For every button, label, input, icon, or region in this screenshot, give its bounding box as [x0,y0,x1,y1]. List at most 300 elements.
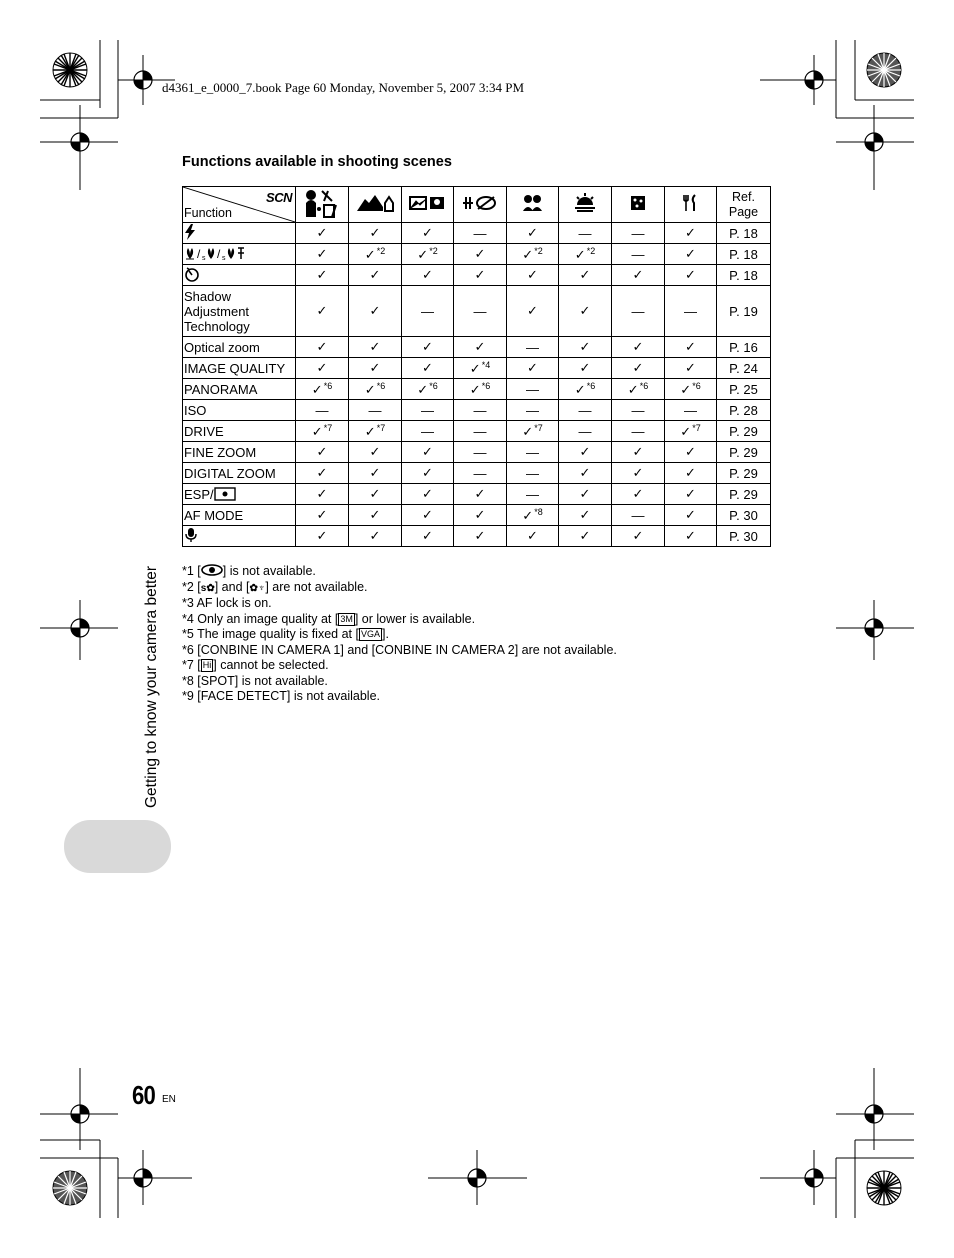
not-available-dash: — [578,225,592,241]
availability-cell [559,400,612,421]
function-label [183,358,296,379]
available-check: ✓ [579,267,591,282]
function-label [183,463,296,484]
availability-cell [665,223,717,244]
spot-metering-icon [214,487,236,502]
function-label-text: DIGITAL ZOOM [184,465,276,481]
available-check: ✓ [474,267,486,282]
availability-cell [296,463,349,484]
not-available-dash: — [631,225,645,241]
vga-icon: VGA [360,629,380,639]
available-check: ✓ [422,444,433,459]
available-check: ✓ [527,360,538,375]
availability-cell [507,358,559,379]
function-label [183,400,296,421]
availability-cell [296,421,349,442]
cuisine-icon [665,187,717,223]
availability-cell [665,463,717,484]
not-available-dash: — [315,402,329,418]
availability-cell [296,358,349,379]
function-label [183,442,296,463]
availability-cell [402,358,454,379]
candle-cuisine-icon [454,187,507,223]
function-label-text: AF MODE [184,507,244,523]
not-available-dash: — [578,402,592,418]
availability-cell [296,484,349,505]
availability-cell [612,286,665,337]
availability-cell [507,379,559,400]
function-label [183,526,296,547]
available-check: ✓ [522,246,534,262]
availability-cell [349,505,402,526]
footnote-ref: *7 [376,422,386,433]
not-available-dash: — [526,465,539,481]
self-timer-icon [184,270,200,285]
available-check: ✓ [579,303,591,318]
availability-cell [612,484,665,505]
available-check: ✓ [685,246,696,261]
3m-icon: 3M [340,613,353,624]
availability-cell [454,358,507,379]
footnote-ref: *6 [639,380,649,391]
available-check: ✓ [632,465,644,480]
available-check: ✓ [364,423,376,439]
availability-cell [665,265,717,286]
table-row [183,442,771,463]
available-check: ✓ [422,507,433,522]
not-available-dash: — [421,423,434,439]
ref-page: P. 29 [717,442,771,463]
availability-cell [349,223,402,244]
footnote-ref: *4 [481,359,491,370]
footnote-ref: *6 [481,380,491,391]
availability-cell [665,442,717,463]
availability-cell [507,337,559,358]
not-available-dash: — [473,225,487,241]
availability-cell [507,484,559,505]
availability-cell [612,244,665,265]
not-available-dash: — [526,402,539,418]
ref-header-line2: Page [728,204,759,219]
availability-cell [507,463,559,484]
availability-cell [612,223,665,244]
available-check: ✓ [685,360,696,375]
ref-page: P. 18 [717,223,771,244]
available-check: ✓ [369,507,381,522]
availability-cell [559,286,612,337]
availability-cell [665,379,717,400]
availability-cell [559,421,612,442]
available-check: ✓ [574,246,586,262]
not-available-dash: — [421,303,434,319]
availability-cell [612,400,665,421]
availability-cell [665,526,717,547]
availability-cell [402,505,454,526]
table-row [183,526,771,547]
not-available-dash: — [368,402,382,418]
availability-cell [454,421,507,442]
available-check: ✓ [627,381,639,397]
available-check: ✓ [579,528,591,543]
availability-cell [349,244,402,265]
available-check: ✓ [522,507,534,523]
table-row [183,337,771,358]
ref-page: P. 19 [717,286,771,337]
availability-cell [665,505,717,526]
availability-cell [507,223,559,244]
table-corner-header [183,187,296,223]
table-row [183,244,771,265]
ref-page-header [717,187,771,223]
available-check: ✓ [680,381,692,397]
availability-cell [296,337,349,358]
available-check: ✓ [579,507,591,522]
table-row [183,421,771,442]
available-check: ✓ [474,528,486,543]
ref-page: P. 16 [717,337,771,358]
footnote-2: *2 [s✿] and [✿♆] are not available. [182,579,368,594]
availability-cell [507,442,559,463]
availability-cell [454,337,507,358]
table-body [183,223,771,547]
landscape-portrait-icon [402,187,454,223]
available-check: ✓ [469,381,481,397]
availability-cell [402,244,454,265]
available-check: ✓ [316,225,328,240]
available-check: ✓ [685,486,696,501]
available-check: ✓ [316,267,328,282]
availability-cell [612,442,665,463]
not-available-dash: — [473,444,487,460]
available-check: ✓ [417,381,429,397]
availability-cell [402,484,454,505]
available-check: ✓ [316,486,328,501]
available-check: ✓ [474,486,486,501]
availability-cell [612,358,665,379]
available-check: ✓ [632,267,644,282]
footnote-ref: *2 [586,245,596,256]
availability-cell [559,526,612,547]
availability-cell [559,463,612,484]
availability-cell [507,526,559,547]
availability-cell [349,286,402,337]
available-check: ✓ [369,486,381,501]
ref-page: P. 25 [717,379,771,400]
available-check: ✓ [422,339,433,354]
section-title: Functions available in shooting scenes [182,154,452,170]
availability-cell [559,358,612,379]
svg-text:s: s [202,254,206,261]
microphone-icon [184,531,198,546]
availability-cell [402,379,454,400]
available-check: ✓ [316,246,328,261]
availability-cell [402,526,454,547]
availability-cell [665,358,717,379]
table-row [183,265,771,286]
not-available-dash: — [526,486,539,502]
available-check: ✓ [527,225,538,240]
available-check: ✓ [632,444,644,459]
footnote-ref: *6 [376,380,386,391]
available-check: ✓ [369,360,381,375]
availability-cell [612,505,665,526]
not-available-dash: — [631,423,645,439]
footnote-6: *6 [CONBINE IN CAMERA 1] and [CONBINE IN CAMERA 2] are not available. [182,642,617,657]
availability-cell [454,484,507,505]
not-available-dash: — [526,444,539,460]
availability-cell [349,265,402,286]
footnote-8: *8 [SPOT] is not available. [182,673,328,688]
function-column-label: Function [184,206,232,220]
sunset-icon [559,187,612,223]
not-available-dash: — [631,402,645,418]
function-label [183,505,296,526]
availability-cell [507,265,559,286]
not-available-dash: — [473,423,487,439]
function-label [183,244,296,265]
table-row [183,484,771,505]
footnote-ref: *8 [534,506,543,517]
svg-text:/: / [197,246,201,261]
availability-cell [349,421,402,442]
availability-cell [665,244,717,265]
availability-cell [402,286,454,337]
svg-text:/: / [217,246,221,261]
function-label [183,265,296,286]
ref-page: P. 28 [717,400,771,421]
table-row [183,463,771,484]
chapter-tab [64,820,171,873]
available-check: ✓ [527,528,538,543]
availability-cell [612,337,665,358]
function-label-text: FINE ZOOM [184,444,257,460]
table-row [183,379,771,400]
supermacro-icon: s✿ [200,582,215,594]
availability-cell [296,286,349,337]
availability-cell [296,265,349,286]
not-available-dash: — [473,303,487,319]
availability-cell [559,442,612,463]
available-check: ✓ [680,423,692,439]
available-check: ✓ [369,528,381,543]
available-check: ✓ [474,246,486,261]
availability-cell [507,400,559,421]
available-check: ✓ [685,507,696,522]
not-available-dash: — [578,423,592,439]
available-check: ✓ [369,465,381,480]
availability-cell [454,244,507,265]
availability-cell [559,337,612,358]
print-header-line: d4361_e_0000_7.book Page 60 Monday, November 5, 2007 3:34 PM [162,80,525,95]
scn-label: SCN [266,190,292,205]
availability-cell [296,379,349,400]
footnote-ref: *2 [376,245,386,256]
available-check: ✓ [685,339,696,354]
availability-cell [454,265,507,286]
availability-cell [665,484,717,505]
portrait-night-sport-icon [296,187,349,223]
available-check: ✓ [316,507,328,522]
availability-cell [296,400,349,421]
fireworks-icon [612,187,665,223]
availability-cell [665,337,717,358]
footnote-ref: *6 [692,380,701,391]
footnote-ref: *7 [534,422,543,433]
footnote-ref: *6 [586,380,596,391]
availability-cell [559,244,612,265]
chapter-side-label: Getting to know your camera better [143,565,160,808]
landscape-icon [349,187,402,223]
not-available-dash: — [684,402,697,418]
available-check: ✓ [422,465,433,480]
function-label [183,337,296,358]
available-check: ✓ [685,267,696,282]
available-check: ✓ [469,360,481,376]
available-check: ✓ [579,465,591,480]
available-check: ✓ [316,465,328,480]
availability-cell [454,400,507,421]
availability-cell [559,223,612,244]
not-available-dash: — [526,339,539,355]
table-row [183,223,771,244]
footnote-ref: *6 [323,380,333,391]
available-check: ✓ [422,267,433,282]
available-check: ✓ [685,444,696,459]
not-available-dash: — [631,246,645,262]
availability-cell [665,286,717,337]
available-check: ✓ [632,339,644,354]
available-check: ✓ [422,528,433,543]
svg-text:s: s [222,254,226,261]
footnote-7: *7 [ Hi ] cannot be selected. [182,658,329,672]
availability-cell [559,484,612,505]
availability-cell [665,421,717,442]
available-check: ✓ [527,303,538,318]
footnotes [182,564,617,705]
available-check: ✓ [316,360,328,375]
availability-cell [402,442,454,463]
function-label-text: IMAGE QUALITY [184,360,286,376]
footnote-ref: *2 [429,245,438,256]
available-check: ✓ [369,225,381,240]
footnote-ref: *7 [692,422,701,433]
ref-page: P. 30 [717,526,771,547]
availability-cell [349,463,402,484]
availability-cell [349,400,402,421]
available-check: ✓ [316,339,328,354]
available-check: ✓ [632,360,644,375]
footnote-3: *3 AF lock is on. [182,596,272,610]
available-check: ✓ [364,246,376,262]
available-check: ✓ [685,465,696,480]
hi-sequential-icon: Hi [202,660,212,670]
footnote-1: *1 [ ] is not available. [182,564,316,578]
ref-header-line1: Ref. [732,189,755,204]
availability-cell [402,265,454,286]
available-check: ✓ [579,339,591,354]
macro-led-icon: ✿♆ [249,582,266,594]
available-check: ✓ [474,507,486,522]
availability-cell [454,223,507,244]
footnote-4: *4 Only an image quality at [ 3M ] or lower is available. [182,611,476,626]
available-check: ✓ [579,360,591,375]
function-label [183,484,296,505]
function-label-text: PANORAMA [184,381,258,397]
availability-cell [454,442,507,463]
footnote-9: *9 [FACE DETECT] is not available. [182,689,380,703]
available-check: ✓ [422,486,433,501]
ref-page: P. 30 [717,505,771,526]
availability-cell [454,286,507,337]
available-check: ✓ [417,246,429,262]
availability-cell [507,505,559,526]
function-label-text: ISO [184,402,207,418]
table-row [183,505,771,526]
flash-icon [184,228,196,243]
availability-cell [612,265,665,286]
available-check: ✓ [685,225,696,240]
availability-cell [507,244,559,265]
available-check: ✓ [369,444,381,459]
available-check: ✓ [474,339,486,354]
available-check: ✓ [632,528,644,543]
availability-cell [349,442,402,463]
footnote-ref: *2 [534,245,543,256]
functions-table [182,186,771,547]
availability-cell [454,526,507,547]
not-available-dash: — [421,402,434,418]
availability-cell [296,505,349,526]
available-check: ✓ [369,339,381,354]
ref-page: P. 18 [717,265,771,286]
not-available-dash: — [526,381,539,397]
available-check: ✓ [579,444,591,459]
available-check: ✓ [316,528,328,543]
availability-cell [454,505,507,526]
availability-cell [296,223,349,244]
not-available-dash: — [473,402,487,418]
availability-cell [507,421,559,442]
availability-cell [559,505,612,526]
available-check: ✓ [369,303,381,318]
function-label-text: Shadow Adjustment Technology [184,288,250,334]
availability-cell [402,463,454,484]
function-label-text: ESP/ [184,486,214,502]
function-label [183,223,296,244]
page-number: 60 [132,1080,155,1110]
availability-cell [296,442,349,463]
not-available-dash: — [631,507,645,523]
ref-page: P. 29 [717,463,771,484]
available-check: ✓ [422,225,433,240]
not-available-dash: — [684,303,697,319]
available-check: ✓ [632,486,644,501]
footnote-ref: *6 [429,380,438,391]
ref-page: P. 29 [717,484,771,505]
availability-cell [402,223,454,244]
available-check: ✓ [527,267,538,282]
availability-cell [296,526,349,547]
page-language: EN [162,1094,176,1105]
macro-supermacro-icon [184,246,246,264]
red-eye-icon [201,564,223,576]
function-label [183,379,296,400]
ref-page: P. 29 [717,421,771,442]
availability-cell [349,379,402,400]
availability-cell [402,337,454,358]
availability-cell [559,379,612,400]
availability-cell [507,286,559,337]
